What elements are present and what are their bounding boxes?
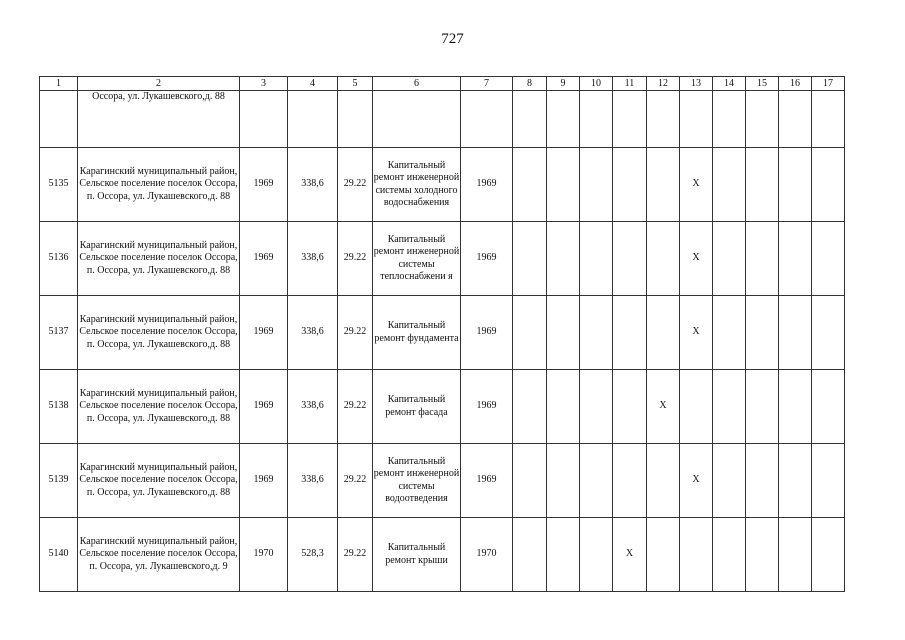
empty-cell	[713, 91, 746, 148]
empty-cell	[746, 91, 779, 148]
empty-cell	[812, 444, 845, 518]
rate-cell: 29.22	[338, 296, 373, 370]
empty-cell	[812, 518, 845, 592]
empty-cell	[812, 91, 845, 148]
empty-cell	[613, 222, 647, 296]
plan-year-cell: 1969	[461, 222, 513, 296]
plan-year-cell: 1969	[461, 296, 513, 370]
empty-cell	[713, 518, 746, 592]
empty-cell	[713, 148, 746, 222]
empty-cell	[547, 148, 580, 222]
column-number: 11	[613, 77, 647, 91]
empty-cell	[779, 91, 812, 148]
empty-cell	[40, 91, 78, 148]
empty-cell	[513, 148, 547, 222]
plan-year-cell: 1969	[461, 370, 513, 444]
empty-cell	[513, 296, 547, 370]
work-type-cell: Капитальный ремонт инженерной системы теплоснабжени я	[373, 222, 461, 296]
plan-year-cell: 1970	[461, 518, 513, 592]
table-row	[40, 148, 845, 222]
column-number: 12	[647, 77, 680, 91]
empty-cell	[779, 518, 812, 592]
empty-cell	[779, 222, 812, 296]
empty-cell	[713, 370, 746, 444]
empty-cell	[580, 444, 613, 518]
empty-cell	[513, 222, 547, 296]
mark-cell: X	[680, 222, 713, 296]
address-cell: Карагинский муниципальный район, Сельское поселение поселок Оссора, п. Оссора, ул. Лукашевского,д. 88	[78, 370, 240, 444]
column-number: 2	[78, 77, 240, 91]
column-number: 15	[746, 77, 779, 91]
address-cell: Карагинский муниципальный район, Сельское поселение поселок Оссора, п. Оссора, ул. Лукашевского,д. 9	[78, 518, 240, 592]
empty-cell	[746, 444, 779, 518]
empty-cell	[580, 370, 613, 444]
empty-cell	[513, 370, 547, 444]
column-number: 14	[713, 77, 746, 91]
empty-cell	[547, 370, 580, 444]
empty-cell	[547, 518, 580, 592]
empty-cell	[713, 222, 746, 296]
build-year-cell: 1969	[240, 296, 288, 370]
column-number: 5	[338, 77, 373, 91]
empty-cell	[812, 370, 845, 444]
rate-cell: 29.22	[338, 222, 373, 296]
rate-cell: 29.22	[338, 444, 373, 518]
page-number: 727	[441, 31, 464, 47]
mark-cell: X	[680, 444, 713, 518]
empty-cell	[547, 444, 580, 518]
empty-cell	[779, 148, 812, 222]
empty-cell	[580, 222, 613, 296]
column-number: 6	[373, 77, 461, 91]
row-number-cell: 5136	[40, 222, 78, 296]
empty-cell	[746, 222, 779, 296]
build-year-cell: 1969	[240, 370, 288, 444]
empty-cell	[647, 444, 680, 518]
work-type-cell: Капитальный ремонт крыши	[373, 518, 461, 592]
column-number: 13	[680, 77, 713, 91]
build-year-cell: 1969	[240, 444, 288, 518]
column-number-row	[40, 77, 845, 91]
empty-cell	[338, 91, 373, 148]
work-type-cell: Капитальный ремонт фундамента	[373, 296, 461, 370]
column-number: 10	[580, 77, 613, 91]
empty-cell	[580, 518, 613, 592]
area-cell: 338,6	[288, 148, 338, 222]
area-cell: 338,6	[288, 370, 338, 444]
column-number: 9	[547, 77, 580, 91]
rate-cell: 29.22	[338, 518, 373, 592]
empty-cell	[746, 370, 779, 444]
empty-cell	[613, 296, 647, 370]
column-number: 4	[288, 77, 338, 91]
column-number: 3	[240, 77, 288, 91]
empty-cell	[779, 370, 812, 444]
address-cell: Карагинский муниципальный район, Сельское поселение поселок Оссора, п. Оссора, ул. Лукашевского,д. 88	[78, 148, 240, 222]
empty-cell	[746, 296, 779, 370]
row-number-cell: 5135	[40, 148, 78, 222]
empty-cell	[647, 91, 680, 148]
column-number: 8	[513, 77, 547, 91]
empty-cell	[680, 518, 713, 592]
empty-cell	[680, 91, 713, 148]
table-row	[40, 444, 845, 518]
table-row	[40, 296, 845, 370]
empty-cell	[812, 296, 845, 370]
repair-schedule-table	[39, 76, 845, 592]
table-row	[40, 518, 845, 592]
area-cell: 338,6	[288, 222, 338, 296]
build-year-cell: 1969	[240, 148, 288, 222]
empty-cell	[680, 370, 713, 444]
empty-cell	[613, 148, 647, 222]
row-number-cell: 5140	[40, 518, 78, 592]
column-number: 17	[812, 77, 845, 91]
table-row	[40, 222, 845, 296]
mark-cell: X	[613, 518, 647, 592]
empty-cell	[746, 148, 779, 222]
mark-cell: X	[680, 148, 713, 222]
empty-cell	[812, 222, 845, 296]
address-cell: Карагинский муниципальный район, Сельское поселение поселок Оссора, п. Оссора, ул. Лукашевского,д. 88	[78, 222, 240, 296]
empty-cell	[513, 91, 547, 148]
area-cell: 338,6	[288, 444, 338, 518]
empty-cell	[647, 518, 680, 592]
mark-cell: X	[647, 370, 680, 444]
empty-cell	[812, 148, 845, 222]
table-row	[40, 370, 845, 444]
empty-cell	[547, 222, 580, 296]
area-cell: 338,6	[288, 296, 338, 370]
empty-cell	[580, 148, 613, 222]
empty-cell	[513, 518, 547, 592]
column-number: 16	[779, 77, 812, 91]
empty-cell	[746, 518, 779, 592]
empty-cell	[240, 91, 288, 148]
empty-cell	[461, 91, 513, 148]
empty-cell	[647, 222, 680, 296]
empty-cell	[547, 91, 580, 148]
column-number: 1	[40, 77, 78, 91]
empty-cell	[580, 91, 613, 148]
empty-cell	[613, 444, 647, 518]
work-type-cell: Капитальный ремонт фасада	[373, 370, 461, 444]
column-number: 7	[461, 77, 513, 91]
plan-year-cell: 1969	[461, 444, 513, 518]
empty-cell	[547, 296, 580, 370]
mark-cell: X	[680, 296, 713, 370]
empty-cell	[647, 148, 680, 222]
work-type-cell: Капитальный ремонт инженерной системы холодного водоснабжения	[373, 148, 461, 222]
plan-year-cell: 1969	[461, 148, 513, 222]
address-cell: Карагинский муниципальный район, Сельское поселение поселок Оссора, п. Оссора, ул. Лукашевского,д. 88	[78, 296, 240, 370]
empty-cell	[713, 444, 746, 518]
empty-cell	[779, 296, 812, 370]
work-type-cell: Капитальный ремонт инженерной системы водоотведения	[373, 444, 461, 518]
address-cell: Оссора, ул. Лукашевского,д. 88	[78, 91, 240, 148]
empty-cell	[647, 296, 680, 370]
empty-cell	[373, 91, 461, 148]
build-year-cell: 1969	[240, 222, 288, 296]
rate-cell: 29.22	[338, 148, 373, 222]
empty-cell	[779, 444, 812, 518]
empty-cell	[613, 91, 647, 148]
table-body	[40, 77, 845, 592]
row-number-cell: 5139	[40, 444, 78, 518]
address-cell: Карагинский муниципальный район, Сельское поселение поселок Оссора, п. Оссора, ул. Лукашевского,д. 88	[78, 444, 240, 518]
empty-cell	[580, 296, 613, 370]
row-number-cell: 5137	[40, 296, 78, 370]
area-cell: 528,3	[288, 518, 338, 592]
row-number-cell: 5138	[40, 370, 78, 444]
empty-cell	[288, 91, 338, 148]
empty-cell	[513, 444, 547, 518]
rate-cell: 29.22	[338, 370, 373, 444]
build-year-cell: 1970	[240, 518, 288, 592]
continuation-row	[40, 91, 845, 148]
empty-cell	[613, 370, 647, 444]
empty-cell	[713, 296, 746, 370]
